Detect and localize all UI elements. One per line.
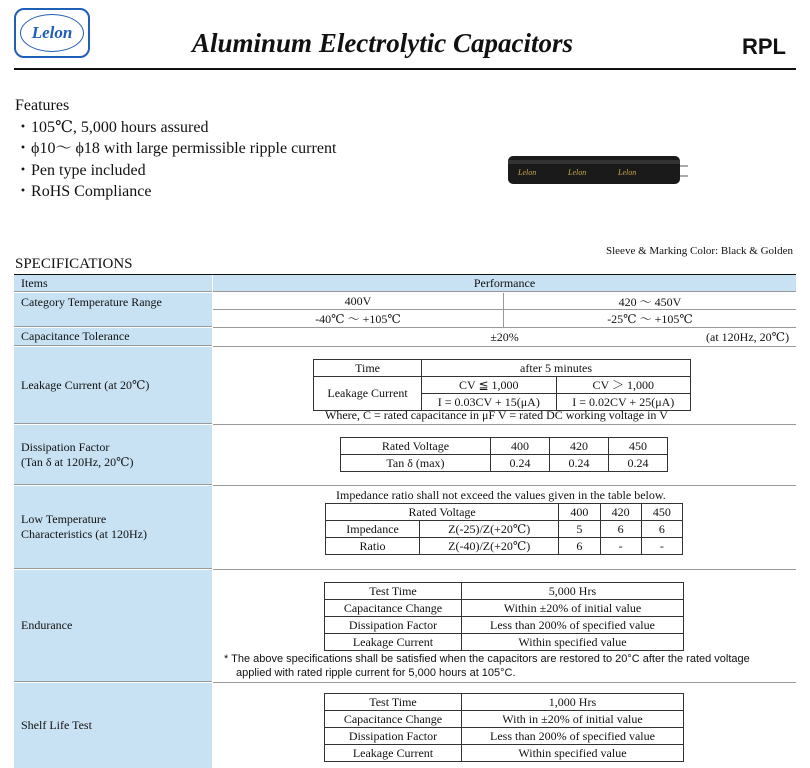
lt-r1: 6 xyxy=(600,521,641,538)
df-label1: Dissipation Factor xyxy=(21,439,110,454)
lt-r2: - xyxy=(641,538,682,555)
lt-label1: Low Temperature xyxy=(21,512,107,526)
end-key: Leakage Current xyxy=(325,634,462,651)
series-code: RPL xyxy=(742,34,786,59)
cat-v2: 420 ～ 450V xyxy=(618,295,682,309)
features-heading: Features xyxy=(15,97,70,114)
df-val: 0.24 xyxy=(608,455,667,472)
lt-rv: Rated Voltage xyxy=(326,504,559,521)
label-leakage: Leakage Current (at 20℃) xyxy=(14,347,212,424)
cat-v1: 400V xyxy=(344,294,372,308)
shelf-val: Within specified value xyxy=(461,745,683,762)
lt-volt: 420 xyxy=(600,504,641,521)
lt-z2: Z(-40)/Z(+20℃) xyxy=(420,538,559,555)
leak-time-h: Time xyxy=(314,360,422,377)
sleeve-note: Sleeve & Marking Color: Black & Golden xyxy=(606,245,793,257)
cat-r2: -25℃ ～ +105℃ xyxy=(607,312,693,326)
leak-lc: Leakage Current xyxy=(314,377,422,411)
df-val: 0.24 xyxy=(490,455,549,472)
df-label2: (Tan δ at 120Hz, 20℃) xyxy=(21,454,134,469)
shelf-key: Dissipation Factor xyxy=(325,728,462,745)
df-table xyxy=(340,437,668,472)
label-cap-tolerance: Capacitance Tolerance xyxy=(14,328,212,346)
lt-r1: 6 xyxy=(641,521,682,538)
df-volt: 450 xyxy=(608,438,667,455)
df-rv: Rated Voltage xyxy=(341,438,491,455)
feature-item: ・ Pen type included xyxy=(15,160,336,181)
label-low-temp xyxy=(14,486,212,569)
lt-ratio: Ratio xyxy=(326,538,420,555)
leak-time-v: after 5 minutes xyxy=(422,360,691,377)
col-items: Items xyxy=(14,275,212,292)
label-endurance: Endurance xyxy=(14,570,212,682)
lt-volt: 450 xyxy=(641,504,682,521)
df-tan: Tan δ (max) xyxy=(341,455,491,472)
lt-label2: Characteristics (at 120Hz) xyxy=(21,527,147,541)
df-val: 0.24 xyxy=(549,455,608,472)
specifications-heading: SPECIFICATIONS xyxy=(15,256,133,272)
end-val: Within specified value xyxy=(461,634,683,651)
col-performance: Performance xyxy=(213,275,796,292)
svg-text:Lelon: Lelon xyxy=(618,168,637,177)
lelon-logo xyxy=(14,8,90,58)
capacitor-image xyxy=(508,150,688,190)
page-title: Aluminum Electrolytic Capacitors xyxy=(192,28,574,58)
lt-z1: Z(-25)/Z(+20℃) xyxy=(420,521,559,538)
endurance-note1: * The above specifications shall be satisfied when the capacitors are restored to 20°C after the rated voltage xyxy=(224,653,750,665)
lt-table xyxy=(325,503,683,555)
features-list xyxy=(15,117,336,202)
cap-tol-value: ±20% xyxy=(490,329,519,344)
leakage-note: Where, C = rated capacitance in μF V = rated DC working voltage in V xyxy=(325,408,668,422)
end-key: Dissipation Factor xyxy=(325,617,462,634)
leakage-table xyxy=(313,359,691,411)
end-val: Within ±20% of initial value xyxy=(461,600,683,617)
lt-r2: - xyxy=(600,538,641,555)
shelf-key: Leakage Current xyxy=(325,745,462,762)
logo-text: Lelon xyxy=(20,14,84,52)
shelf-val: With in ±20% of initial value xyxy=(461,711,683,728)
header-rule xyxy=(14,68,796,70)
end-val: 5,000 Hrs xyxy=(461,583,683,600)
svg-text:Lelon: Lelon xyxy=(568,168,587,177)
lt-r1: 5 xyxy=(559,521,600,538)
leak-c2b: I = 0.02CV + 25(μA) xyxy=(556,394,690,411)
feature-item: ・ 105℃, 5,000 hours assured xyxy=(15,117,336,138)
lt-volt: 400 xyxy=(559,504,600,521)
end-val: Less than 200% of specified value xyxy=(461,617,683,634)
leak-c2a: CV ＞ 1,000 xyxy=(556,377,690,394)
shelf-key: Test Time xyxy=(325,694,462,711)
endurance-table xyxy=(324,582,684,651)
shelf-table xyxy=(324,693,684,762)
label-category-temp: Category Temperature Range xyxy=(14,293,212,327)
endurance-note2: applied with rated ripple current for 5,000 hours at 105°C. xyxy=(236,667,516,679)
shelf-val: Less than 200% of specified value xyxy=(461,728,683,745)
label-shelf-life: Shelf Life Test xyxy=(14,683,212,768)
cat-r1: -40℃ ～ +105℃ xyxy=(315,312,401,326)
cap-tol-cond: (at 120Hz, 20℃) xyxy=(706,330,790,344)
lt-intro: Impedance ratio shall not exceed the values given in the table below. xyxy=(336,488,666,502)
shelf-key: Capacitance Change xyxy=(325,711,462,728)
lt-r2: 6 xyxy=(559,538,600,555)
df-volt: 420 xyxy=(549,438,608,455)
shelf-val: 1,000 Hrs xyxy=(461,694,683,711)
feature-item: ・ ϕ10～ ϕ18 with large permissible ripple current xyxy=(15,138,336,159)
feature-item: ・ RoHS Compliance xyxy=(15,181,336,202)
df-volt: 400 xyxy=(490,438,549,455)
leak-c1b: I = 0.03CV + 15(μA) xyxy=(422,394,556,411)
svg-text:Lelon: Lelon xyxy=(518,168,537,177)
end-key: Capacitance Change xyxy=(325,600,462,617)
end-key: Test Time xyxy=(325,583,462,600)
label-df xyxy=(14,425,212,485)
leak-c1a: CV ≦ 1,000 xyxy=(422,377,556,394)
lt-imp: Impedance xyxy=(326,521,420,538)
